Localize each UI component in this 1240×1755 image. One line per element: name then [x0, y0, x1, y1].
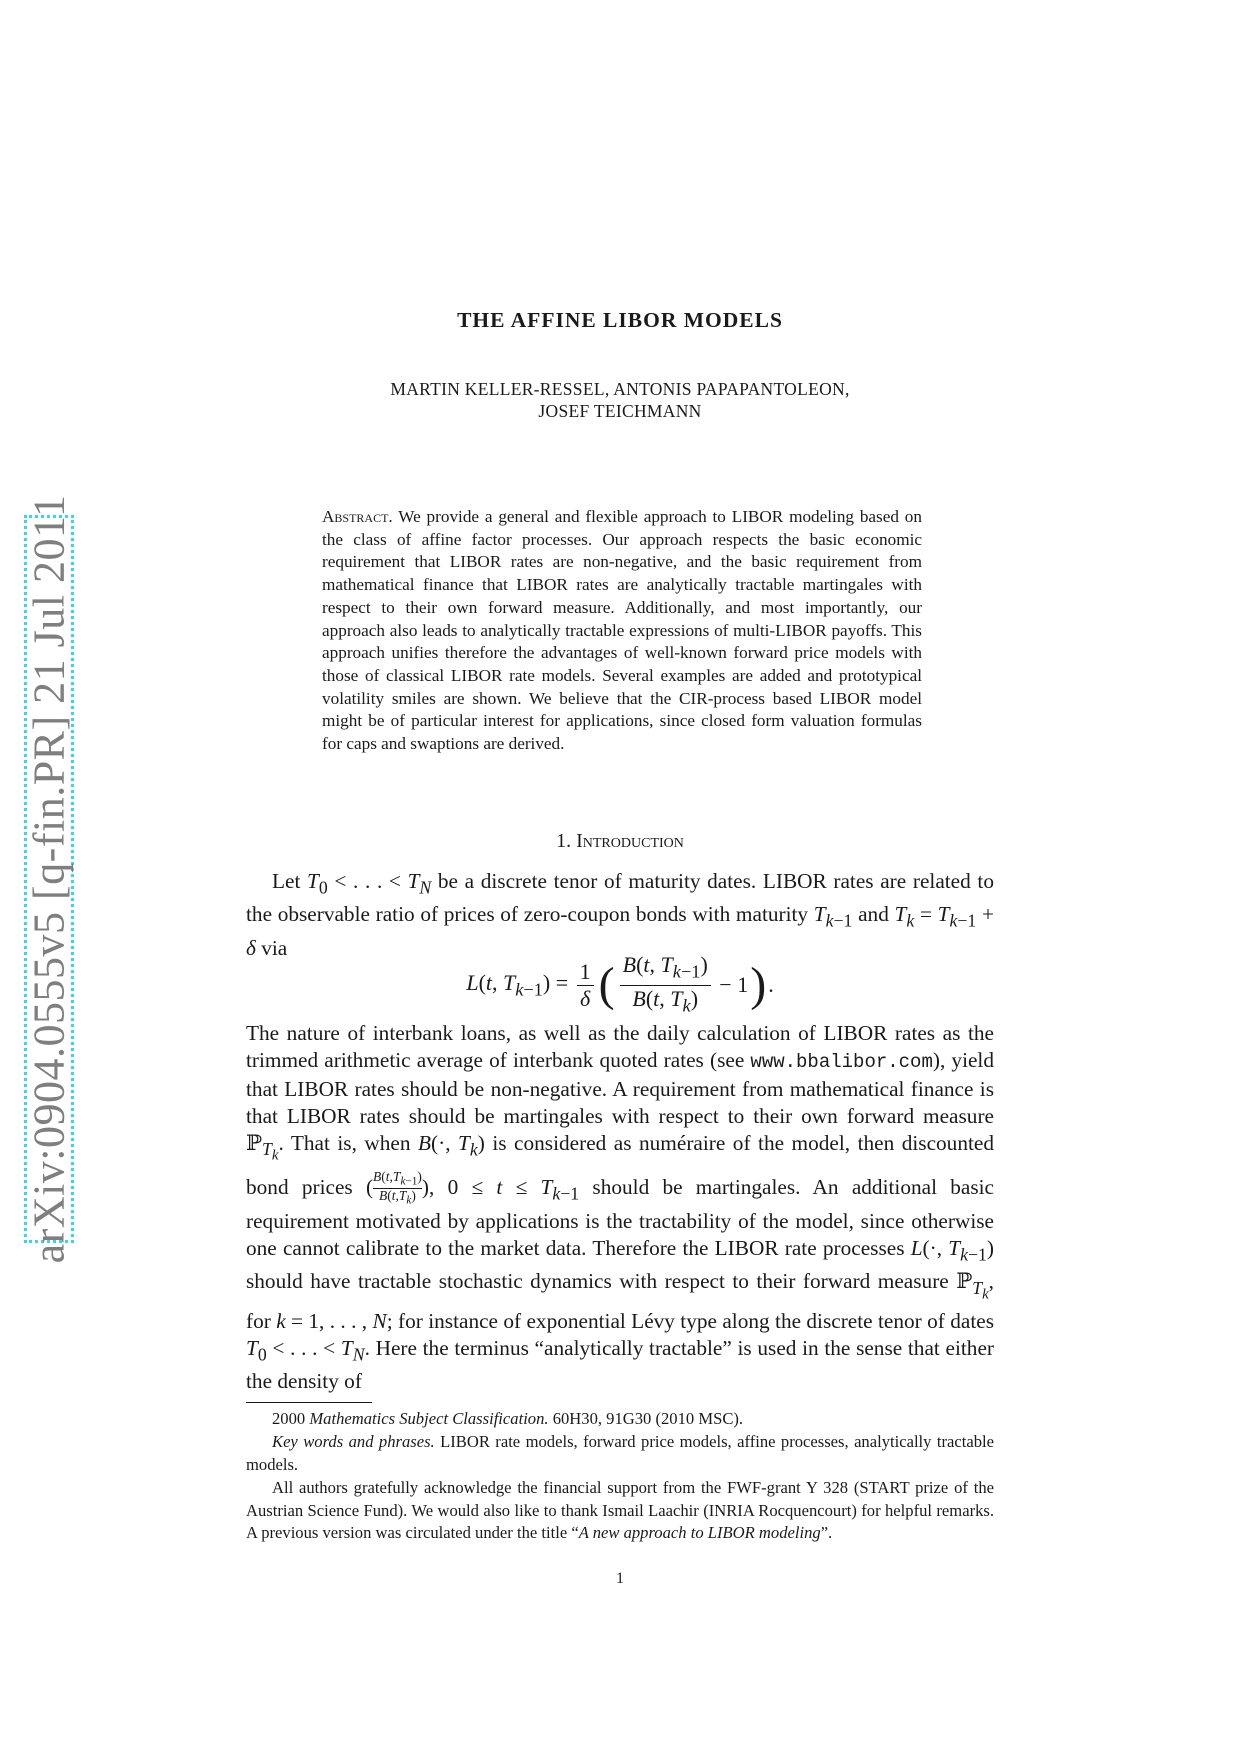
text-run: ), yield that LIBOR rates should be non-negative. A requirement from mathematical finance is that LIBOR rates should be martingales with respect to their own forward measure	[246, 1048, 994, 1128]
section-title: Introduction	[576, 830, 684, 852]
text-run: Mathematics Subject Classification.	[309, 1409, 549, 1428]
text-run: ; for instance of exponential Lévy type along the discrete tenor of dates	[386, 1309, 994, 1334]
text-run: LIBOR rate models, forward price models, affine processes, analytically tractable models.	[246, 1432, 995, 1474]
libor-equation: L(t, $T_{k-1}$) = $\frac{1}{\delta}$ ( $\frac{B(t, T_{k-1})}{B(t, T_k)}$ − 1 ) .	[466, 952, 774, 1015]
text-run: , for	[246, 1269, 994, 1334]
text-run: . Here the terminus “analytically tractable” is used in the sense that either the density of	[246, 1336, 994, 1394]
section-number: 1.	[556, 830, 572, 852]
bbalibor-link[interactable]: www.bbalibor.com	[750, 1051, 933, 1073]
text-run: 2000	[272, 1409, 310, 1428]
abstract-label: Abstract.	[322, 507, 393, 526]
text-run: and	[852, 902, 895, 927]
text-run: Let	[272, 869, 308, 893]
text-run: 60H30, 91G30 (2010 MSC).	[548, 1409, 744, 1428]
authors	[0, 378, 1240, 422]
paper-title: THE AFFINE LIBOR MODELS	[457, 308, 783, 332]
text-run: via	[255, 935, 288, 960]
page-number: 1	[616, 1570, 624, 1587]
text-run: be a discrete tenor of maturity dates. LIBOR rates are related to the observable ratio of prices of zero-coupon bonds with maturity	[246, 869, 994, 927]
arxiv-id: arXiv:0904.0555v5 [q-fin.PR] 21 Jul 2011	[24, 494, 74, 1264]
footnote-rule	[246, 1402, 372, 1403]
text-run: A new approach to LIBOR modeling	[578, 1523, 821, 1542]
text-run: All authors gratefully acknowledge the financial support from the FWF-grant Y 328 (START prize of the Austrian Science Fund). We would also like to thank Ismail Laachir (INRIA Rocquencourt) for helpful remarks. A previous version was circulated under the title “	[246, 1478, 994, 1542]
authors-line-1: MARTIN KELLER-RESSEL, ANTONIS PAPAPANTOLEON,	[390, 379, 850, 399]
abstract-text: We provide a general and flexible approach to LIBOR modeling based on the class of affine factor processes. Our approach respects the basic economic requirement that LIBOR rates are non-negative, and the basic requirement from mathematical finance that LIBOR rates are analytically tractable martingales with respect to their own forward measure. Additionally, and most importantly, our approach also leads to analytically tractable expressions of multi-LIBOR payoffs. This approach unifies therefore the advantages of well-known forward price models with those of classical LIBOR rate models. Several examples are added and prototypical volatility smiles are shown. We believe that the CIR-process based LIBOR model might be of particular interest for applications, since closed form valuation formulas for caps and swaptions are derived.	[322, 507, 922, 754]
intro-paragraph-1: Let $T_0$ < . . . < $T_N$ be a discrete tenor of maturity dates. LIBOR rates are related to the observable ratio of prices of zero-coupon bonds with maturity $T_{k-1}$ and $T_k = T_{k-1} + \delta$ via	[246, 869, 994, 960]
text-run: Key words and phrases.	[272, 1432, 435, 1451]
text-run: . That is, when	[278, 1131, 419, 1155]
footnote-msc	[246, 1408, 994, 1431]
authors-line-2: JOSEF TEICHMANN	[538, 401, 702, 421]
section-heading	[0, 830, 1240, 853]
abstract	[322, 506, 922, 756]
text-run: should be martingales. An additional basic requirement motivated by applications is the tractability of the model, since otherwise one cannot calibrate to the market data. Therefore the LIBOR rate processes	[246, 1174, 994, 1261]
text-run: ”.	[820, 1523, 833, 1542]
intro-paragraph-2: The nature of interbank loans, as well as the daily calculation of LIBOR rates as the trimmed arithmetic average of interbank quoted rates (see www.bbalibor.com), yield that LIBOR rates should be non-negative. A requirement from mathematical finance is that LIBOR rates should be martingales with respect to their own forward measure ℙ$_{T_k}$. That is, when B(·, $T_k$) is considered as numéraire of the model, then discounted bond prices ( $\frac{B(t,T_{k-1})}{B(t,T_k)}$ ), $0 \le t \le T_{k-1}$ should be martingales. An additional basic requirement motivated by applications is the tractability of the model, since otherwise one cannot calibrate to the market data. Therefore the LIBOR rate processes L(·, $T_{k-1}$) should have tractable stochastic dynamics with respect to their forward measure ℙ$_{T_k}$, for k = 1, . . . , N; for instance of exponential Lévy type along the discrete tenor of dates $T_0$ < . . . < $T_N$. Here the terminus “analytically tractable” is used in the sense that either the density of	[246, 1021, 994, 1394]
arxiv-stamp	[24, 494, 74, 1264]
footnote-acknowledgement	[246, 1477, 994, 1545]
text-run: is considered as numéraire of the model, then discounted bond prices	[246, 1131, 994, 1199]
text-run: should have tractable stochastic dynamics with respect to their forward measure	[246, 1269, 957, 1294]
text-run: The nature of interbank loans, as well as the daily calculation of LIBOR rates as the trimmed arithmetic average of interbank quoted rates (see	[246, 1021, 994, 1072]
footnote-keywords	[246, 1431, 994, 1476]
